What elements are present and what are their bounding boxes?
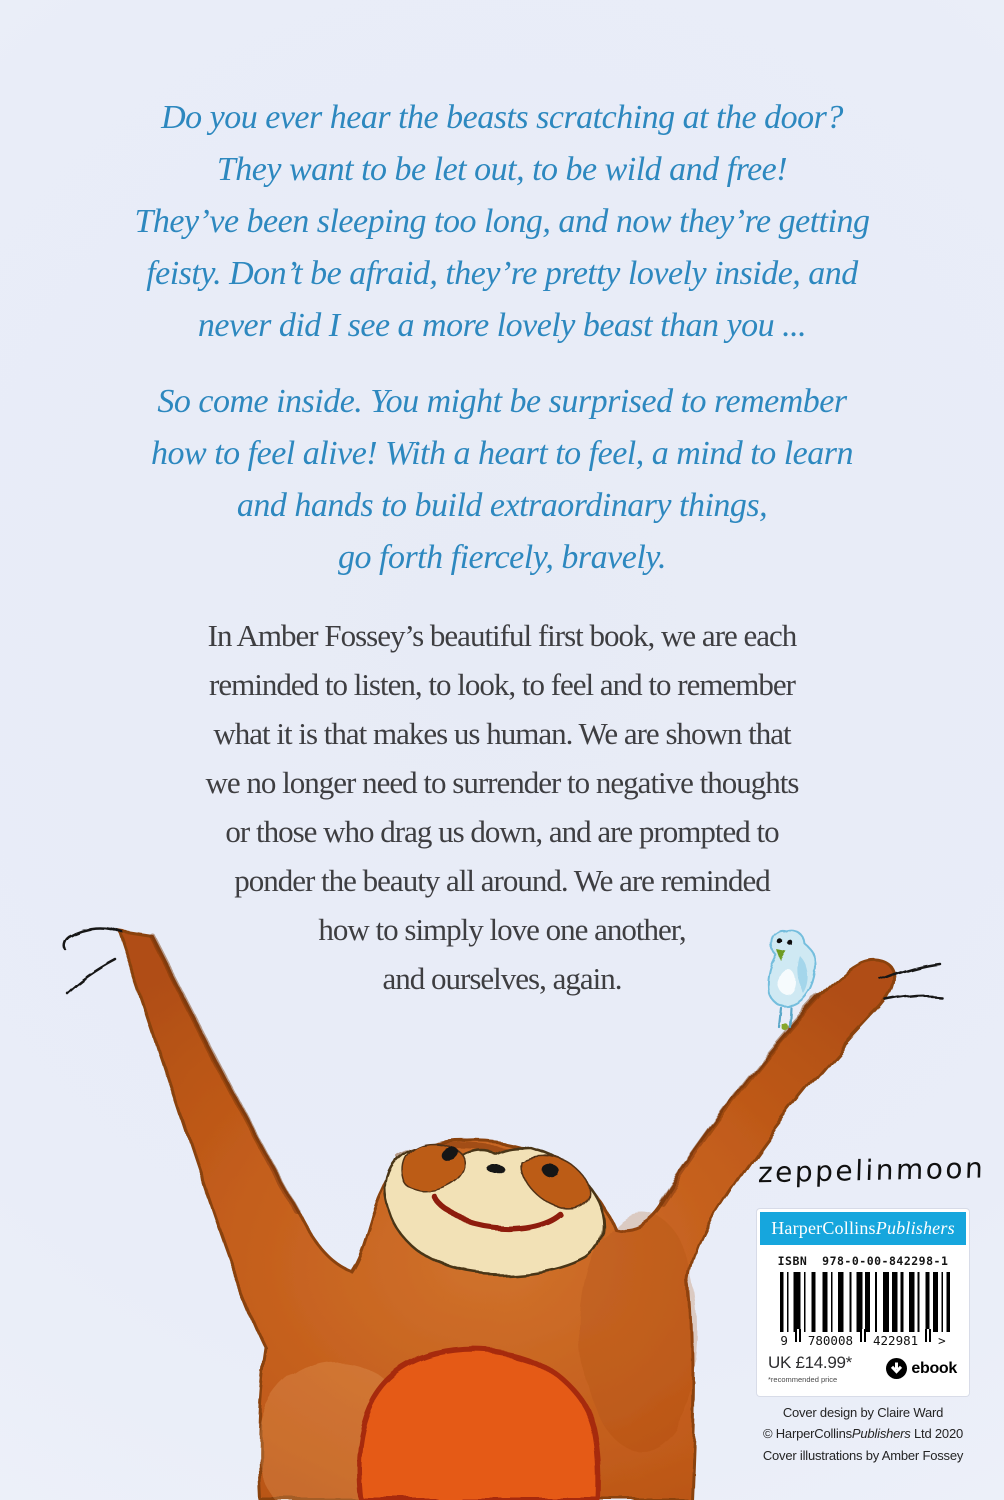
description-line: In Amber Fossey’s beautiful first book, we are each (207, 618, 797, 653)
credits-block (718, 1402, 1004, 1466)
ebook-label: ebook (911, 1359, 957, 1377)
price: UK £14.99* (768, 1353, 852, 1372)
credit-line: Cover illustrations by Amber Fossey (762, 1447, 964, 1463)
credit-line: Cover design by Claire Ward (782, 1405, 944, 1420)
barcode-guard (925, 1329, 931, 1342)
description-line: what it is that makes us human. We are shown that (213, 716, 791, 751)
credit-copyright: © HarperCollins (762, 1426, 852, 1442)
quote-line: So come inside. You might be surprised to remember (157, 383, 847, 420)
quote-line: and hands to build extraordinary things, (236, 487, 768, 524)
credit-line (718, 1423, 1004, 1444)
ebook-download-icon (886, 1358, 907, 1379)
credit-copyright-italic: Publishers (851, 1426, 911, 1442)
barcode-group: 422981 (873, 1333, 919, 1348)
barcode-group: 780008 (807, 1333, 853, 1348)
description-line: or those who drag us down, and are prompted to (225, 814, 779, 849)
price-row (760, 1348, 966, 1384)
price-block (768, 1353, 852, 1384)
ebook-badge (886, 1358, 957, 1379)
barcode-digits (760, 1333, 966, 1348)
publisher-box (757, 1209, 969, 1396)
barcode-digit-first: 9 (780, 1333, 788, 1348)
quote-line: go forth fiercely, bravely. (338, 539, 666, 576)
quote-line: They want to be let out, to be wild and free! (216, 151, 788, 188)
quote-line: feisty. Don’t be afraid, they’re pretty lovely inside, and (146, 255, 858, 292)
artist-signature: zeppelinmoon (757, 1151, 986, 1190)
barcode-suffix: > (938, 1333, 946, 1348)
barcode (780, 1272, 950, 1332)
quote-line: Do you ever hear the beasts scratching at the door? (161, 99, 843, 136)
description-line: we no longer need to surrender to negative thoughts (205, 765, 799, 800)
quote-line: never did I see a more lovely beast than you ... (197, 307, 807, 344)
price-note: *recommended price (768, 1375, 838, 1384)
description-line: how to simply love one another, (318, 912, 686, 947)
description-line: reminded to listen, to look, to feel and to remember (209, 667, 795, 702)
credit-copyright-suffix: Ltd 2020 (910, 1426, 964, 1442)
description-line: ponder the beauty all around. We are reminded (234, 863, 770, 898)
publisher-logo-regular: HarperCollins (771, 1218, 876, 1238)
publisher-logo-italic: Publishers (875, 1218, 955, 1238)
isbn-number: ISBN 978-0-00-842298-1 (777, 1254, 949, 1268)
barcode-guard (795, 1329, 801, 1342)
barcode-guard (860, 1329, 866, 1342)
description-line: and ourselves, again. (382, 961, 622, 996)
quote-line: how to feel alive! With a heart to feel, a mind to learn (151, 435, 853, 472)
quote-line: They’ve been sleeping too long, and now they’re getting (134, 203, 870, 240)
publisher-logo (760, 1212, 966, 1245)
